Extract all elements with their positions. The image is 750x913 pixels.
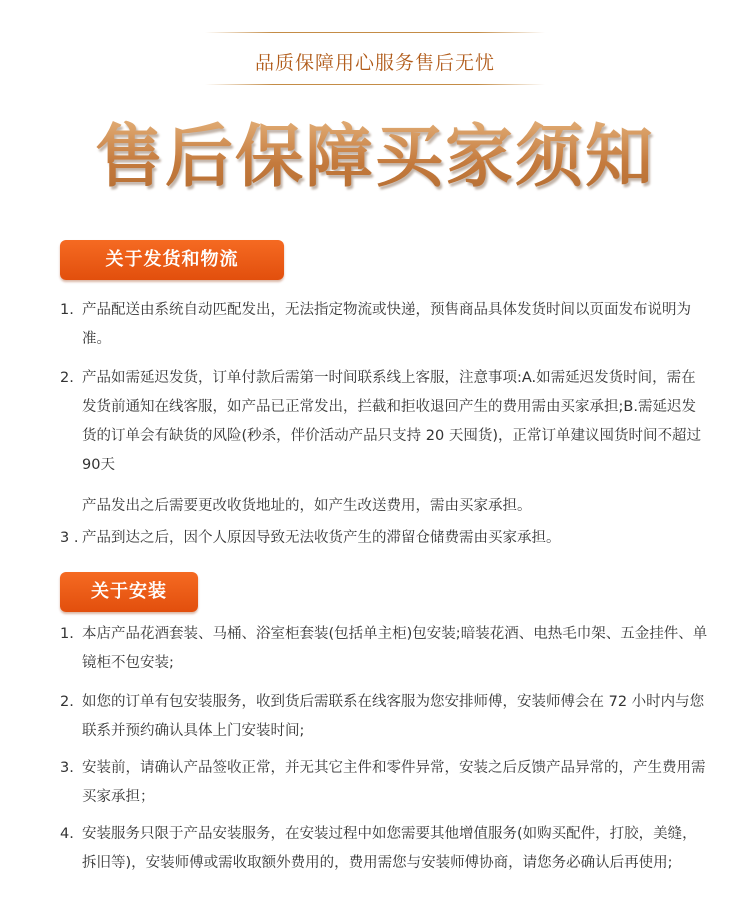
section-heading-installation: 关于安装 xyxy=(60,572,198,612)
list-item xyxy=(60,364,710,480)
item-number: 2. xyxy=(60,370,74,386)
item-number: 3. xyxy=(60,760,74,776)
item-text: 如您的订单有包安装服务，收到货后需联系在线客服为您安排师傅，安装师傅会在 72 小时内与您联系并预约确认具体上门安装时间; xyxy=(82,694,705,739)
list-item xyxy=(60,820,710,878)
item-text: 产品配送由系统自动匹配发出，无法指定物流或快递，预售商品具体发货时间以页面发布说明为准。 xyxy=(82,302,691,347)
item-number: 1. xyxy=(60,626,74,642)
tagline: 品质保障用心服务售后无忧 xyxy=(254,52,495,74)
top-divider xyxy=(205,32,545,33)
list-item xyxy=(60,688,710,746)
list-note: 产品发出之后需要更改收货地址的，如产生改送费用，需由买家承担。 xyxy=(82,498,532,514)
item-text: 安装前，请确认产品签收正常，并无其它主件和零件异常，安装之后反馈产品异常的，产生费用需买家承担； xyxy=(82,760,706,805)
list-item xyxy=(60,296,710,354)
section-heading-shipping: 关于发货和物流 xyxy=(60,240,284,280)
item-number: 1. xyxy=(60,302,74,318)
item-number: 3 . xyxy=(60,530,79,546)
item-text: 安装服务只限于产品安装服务，在安装过程中如您需要其他增值服务(如购买配件，打胶，美缝，拆旧等)，安装师傅或需收取额外费用的，费用需您与安装师傅协商，请您务必确认后再使用; xyxy=(82,826,697,871)
item-text: 产品到达之后，因个人原因导致无法收货产生的滞留仓储费需由买家承担。 xyxy=(82,530,561,546)
item-number: 4. xyxy=(60,826,74,842)
item-text: 产品如需延迟发货，订单付款后需第一时间联系线上客服，注意事项:A.如需延迟发货时间，需在发货前通知在线客服，如产品已正常发出，拦截和拒收退回产生的费用需由买家承担;B.需延迟发货的订单会有缺货的风险(秒杀，伴价活动产品只支持 20 天囤货)，正常订单建议囤货时间不超过 90天 xyxy=(82,370,701,473)
list-item xyxy=(60,620,710,678)
item-text: 本店产品花酒套装、马桶、浴室柜套装(包括单主柜)包安装;暗装花酒、电热毛巾架、五金挂件、单镜柜不包安装; xyxy=(82,626,708,671)
tagline-divider xyxy=(205,84,545,85)
list-item xyxy=(60,754,710,812)
page-title: 售后保障买家须知 xyxy=(0,110,750,206)
item-number: 2. xyxy=(60,694,74,710)
list-item xyxy=(60,524,710,553)
